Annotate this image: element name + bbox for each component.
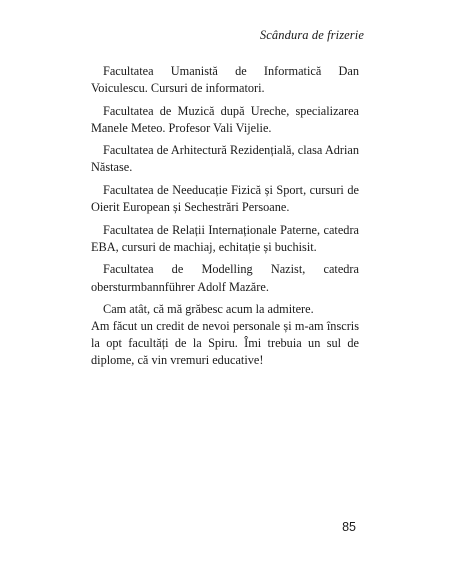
paragraph: Facultatea de Needucație Fizică și Sport, cursuri de Oierit European și Sechestrări Persoane. <box>91 183 359 215</box>
body-text <box>91 63 359 375</box>
paragraph: Facultatea de Arhitectură Rezidențială, clasa Adrian Năstase. <box>91 143 359 175</box>
page-number: 85 <box>342 520 356 534</box>
paragraph: Facultatea de Relații Internaționale Paterne, catedra EBA, cursuri de machiaj, echitație și buchisit. <box>91 222 359 254</box>
paragraph: Facultatea de Muzică după Ureche, specializarea Manele Meteo. Profesor Vali Vijelie. <box>91 103 359 135</box>
paragraph: Cam atât, că mă grăbesc acum la admitere. <box>103 302 314 317</box>
paragraph: Am făcut un credit de nevoi personale și m-am înscris la opt facultăți de la Spiru. Îmi trebuia un sul de diplome, că vin vremuri educative! <box>91 319 359 368</box>
paragraph: Facultatea de Modelling Nazist, catedra obersturmbannführer Adolf Mazăre. <box>91 262 359 294</box>
paragraph: Facultatea Umanistă de Informatică Dan Voiculescu. Cursuri de informatori. <box>91 64 359 96</box>
running-header: Scândura de frizerie <box>259 28 364 42</box>
